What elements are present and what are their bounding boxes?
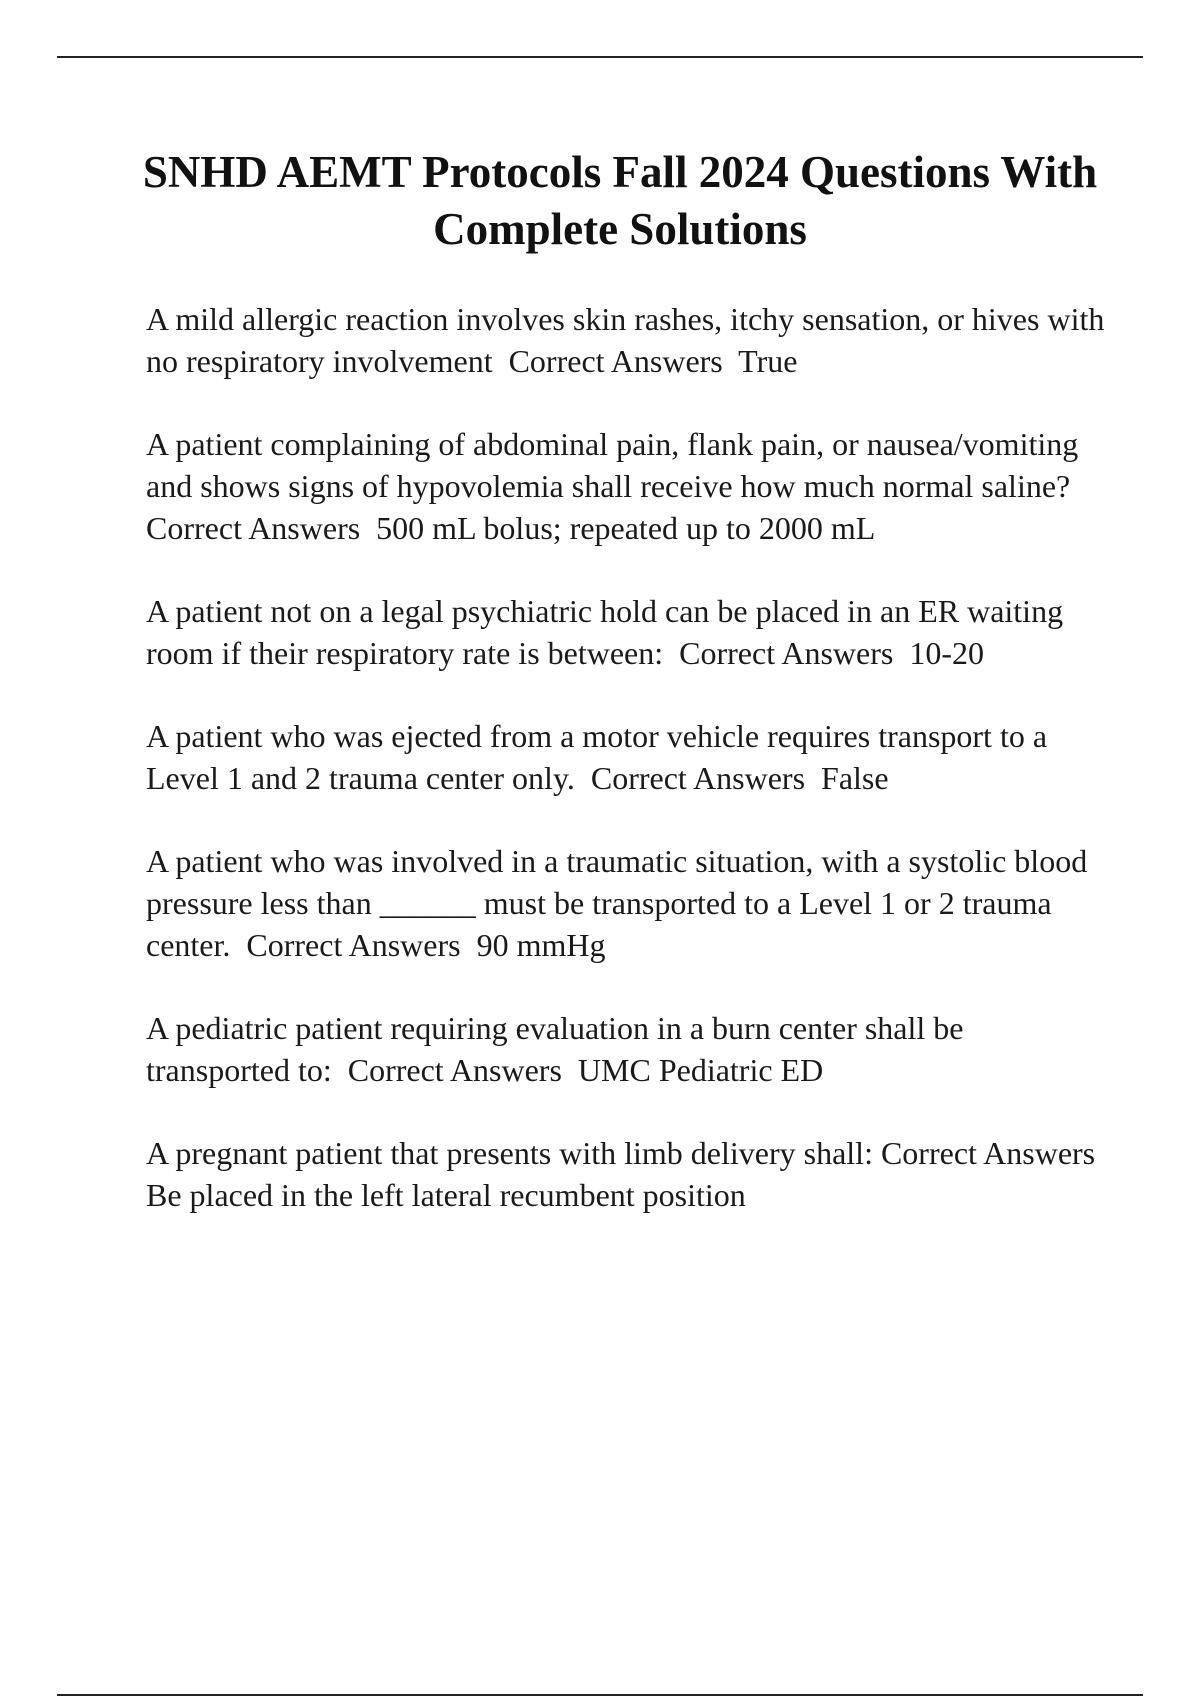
answer-label: Correct Answers [679,635,894,671]
answer-text: UMC Pediatric ED [577,1052,824,1088]
question-text: A pediatric patient requiring evaluation in a burn center shall be transported to: [146,1010,972,1088]
qa-item [146,1132,1106,1216]
answer-label: Correct Answers [508,343,723,379]
answer-label: Correct Answers [880,1135,1096,1171]
qa-item [146,1007,1106,1091]
answer-label: Correct Answers [347,1052,562,1088]
qa-item [146,423,1106,549]
question-text: A mild allergic reaction involves skin rashes, itchy sensation, or hives with no respiratory involvement [146,301,1113,379]
answer-text: 500 mL bolus; repeated up to 2000 mL [376,510,876,546]
qa-item [146,715,1106,799]
question-list [146,298,1113,1257]
answer-text: 10-20 [909,635,984,671]
answer-text: False [821,760,889,796]
question-text: A patient complaining of abdominal pain, flank pain, or nausea/vomiting and shows signs of hypovolemia shall receive how much normal saline? [146,426,1087,504]
answer-text: Be placed in the left lateral recumbent position [146,1177,746,1213]
qa-item [146,840,1106,966]
question-text: A pregnant patient that presents with limb delivery shall: [146,1135,873,1171]
answer-text: True [738,343,798,379]
answer-text: 90 mmHg [476,927,606,963]
answer-label: Correct Answers [246,927,461,963]
top-divider [57,56,1143,58]
bottom-divider [57,1694,1143,1696]
question-text: A patient not on a legal psychiatric hold can be placed in an ER waiting room if their respiratory rate is between: [146,593,1072,671]
document-title: SNHD AEMT Protocols Fall 2024 Questions With Complete Solutions [142,147,1098,254]
answer-label: Correct Answers [146,510,361,546]
qa-item [146,298,1113,382]
question-text: A patient who was involved in a traumatic situation, with a systolic blood pressure less than ______ must be transported to a Level 1 or 2 trauma center. [146,843,1096,963]
qa-item [146,590,1106,674]
question-text: A patient who was ejected from a motor vehicle requires transport to a Level 1 and 2 trauma center only. [146,718,1056,796]
answer-label: Correct Answers [590,760,806,796]
